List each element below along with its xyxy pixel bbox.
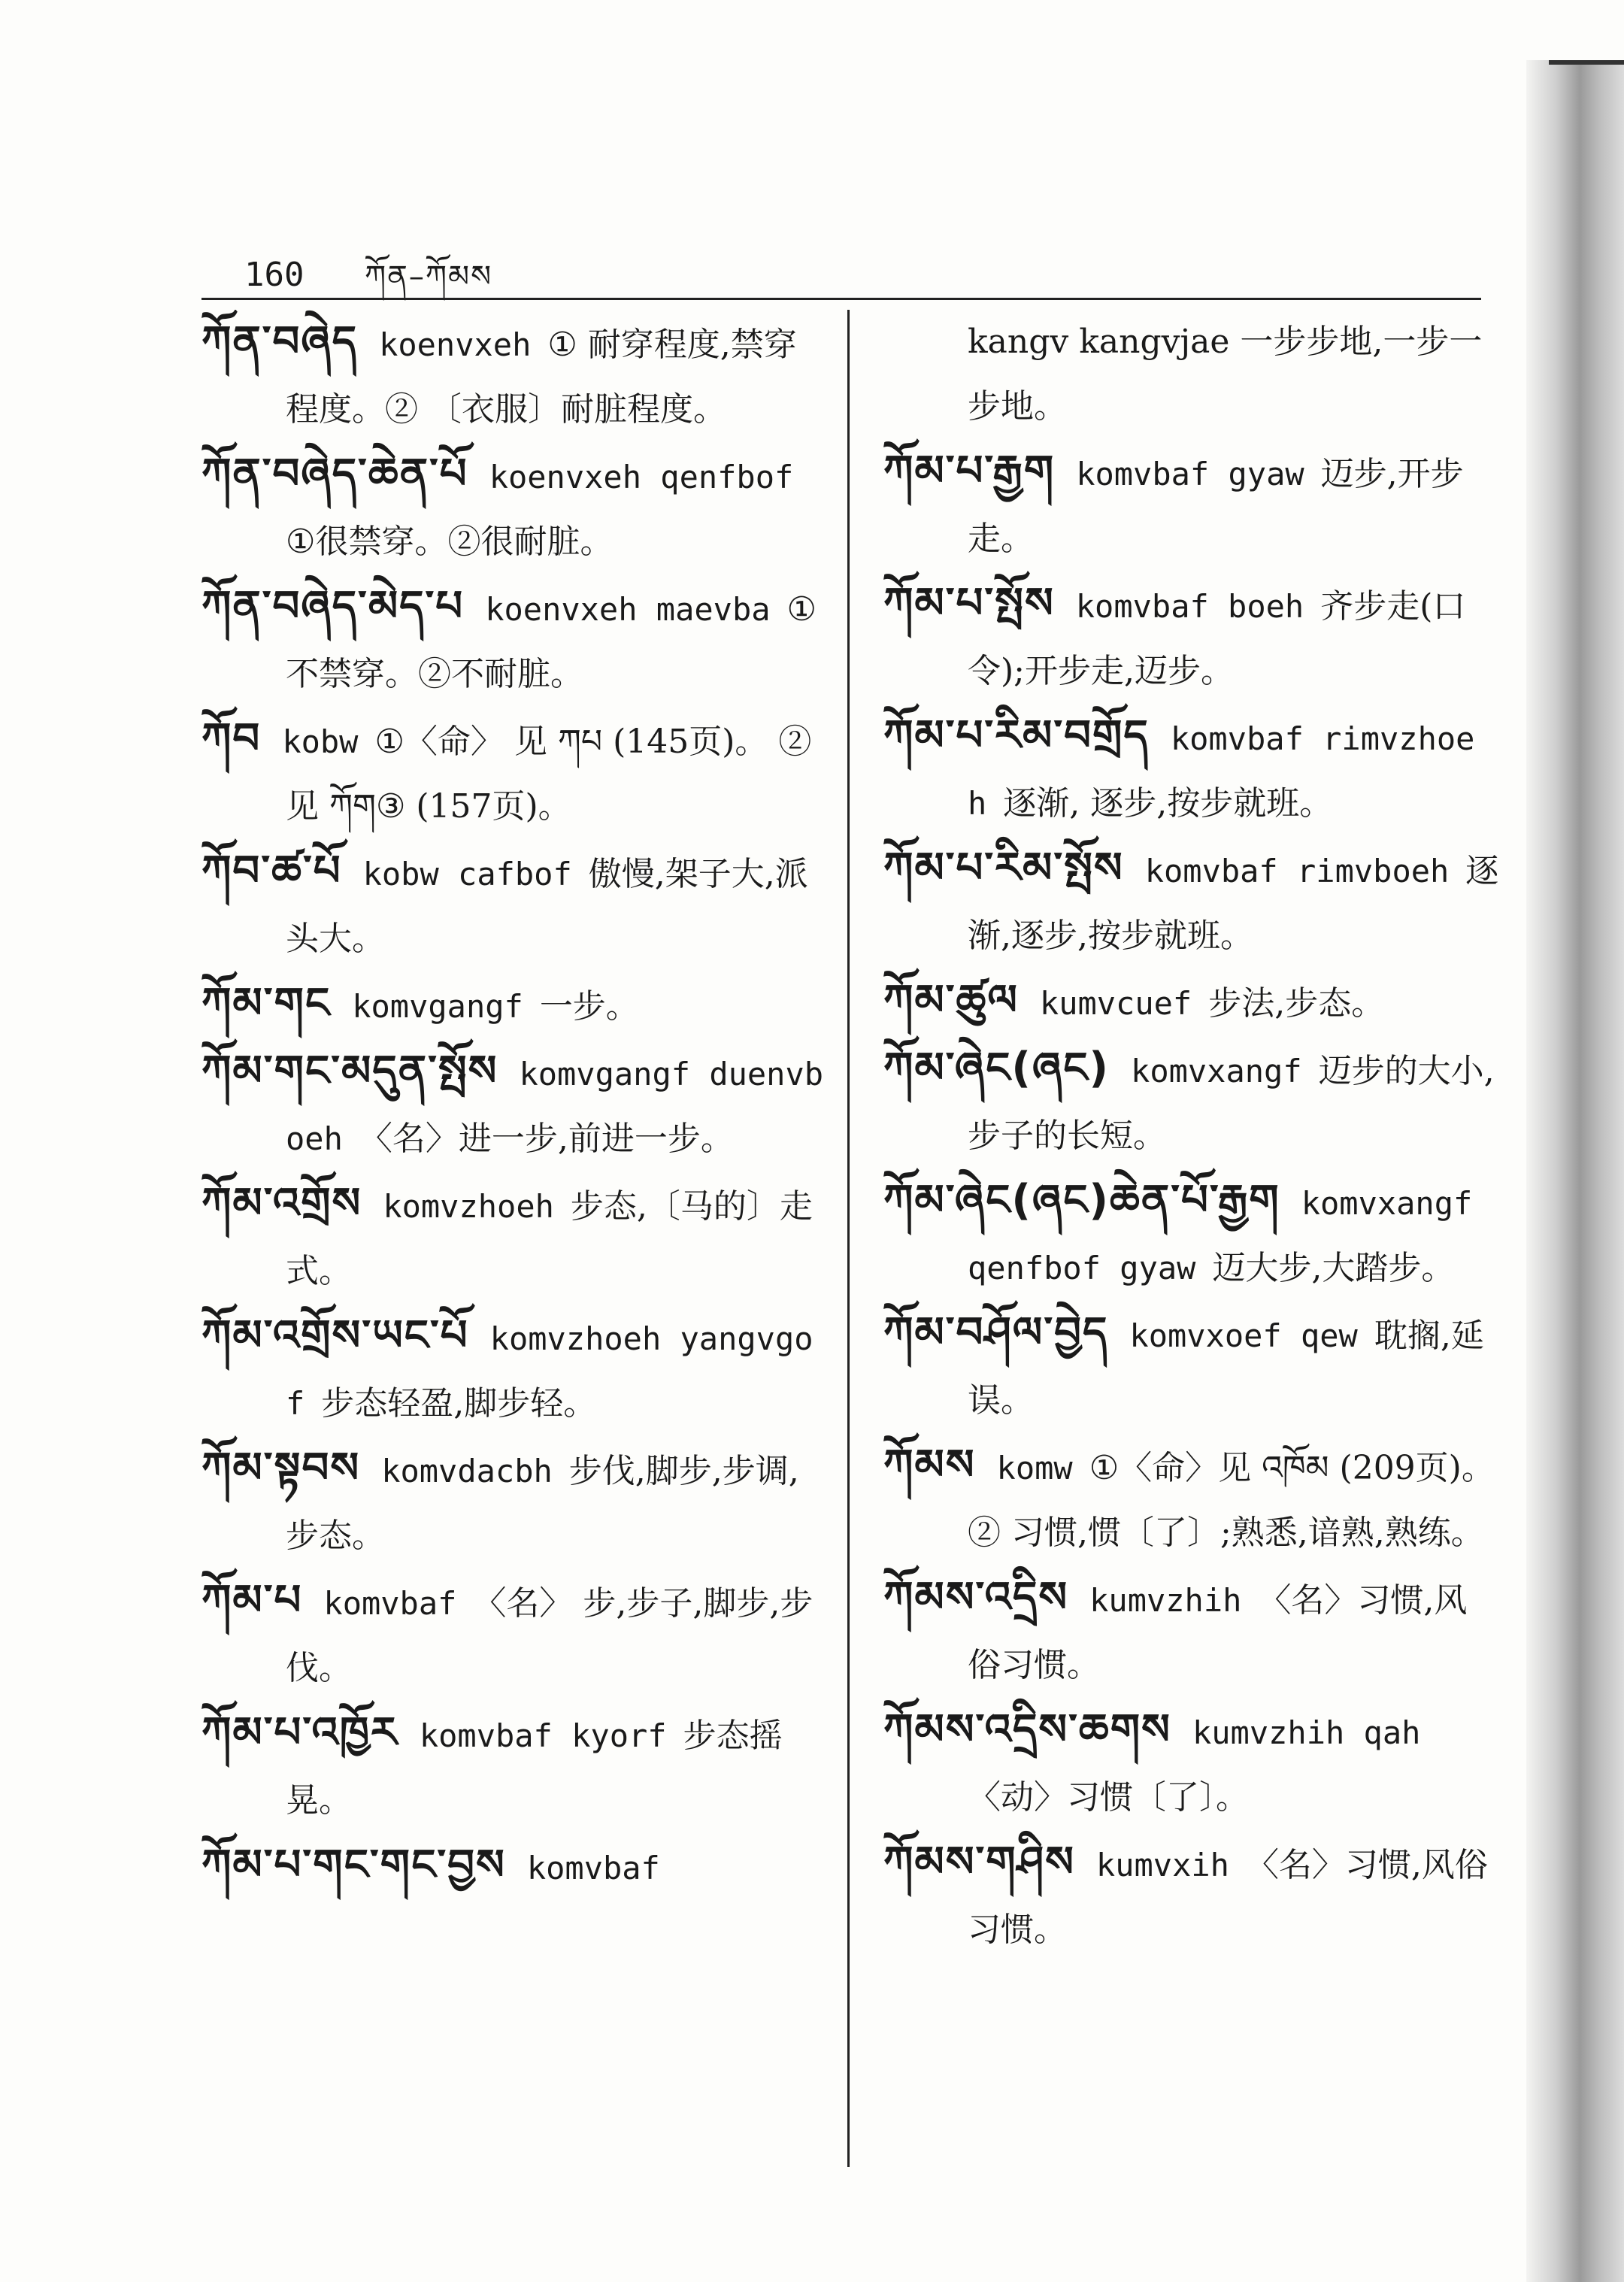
- entry-romanization: komvgangf duenvboeh: [286, 1056, 824, 1157]
- entry-romanization: komvgangf: [352, 988, 523, 1025]
- entry-romanization: kumvcuef: [1039, 985, 1192, 1022]
- entry-romanization: komvzhoeh: [383, 1188, 554, 1225]
- entry-headword: ཀོམ་པ་རིམ་སྤོས: [883, 844, 1124, 892]
- entry-headword: ཀོམ་འགྲོས: [201, 1179, 362, 1228]
- entry-gloss: 步态轻盈,脚步轻。: [321, 1384, 597, 1423]
- entry-romanization: komvbaf: [323, 1585, 457, 1622]
- entry-romanization: kumvzhih qah: [1192, 1714, 1421, 1751]
- entry-gloss: ① 耐穿程度,禁穿程度。② 〔衣服〕耐脏程度。: [286, 326, 797, 429]
- entry-romanization: kobw cafbof: [362, 856, 572, 892]
- entry-romanization: koenvxeh qenfbof: [489, 459, 794, 495]
- entry-gloss: 迈步,开步走。: [968, 455, 1464, 558]
- dictionary-entry: [201, 971, 826, 1039]
- entry-gloss: 逐渐,逐步,按步就班。: [968, 852, 1499, 955]
- right-column: [883, 310, 1500, 2265]
- header-rule: [201, 298, 1481, 300]
- entry-gloss: 步法,步态。: [1208, 984, 1385, 1023]
- entry-headword: ཀོམ་པ་རིམ་བགྲོད: [883, 711, 1150, 760]
- entry-headword: ཀོམས: [883, 1441, 976, 1490]
- entry-romanization: komvxangf qenfbof gyaw: [968, 1185, 1473, 1286]
- entry-gloss: 迈步的大小,步子的长短。: [968, 1052, 1495, 1155]
- dictionary-entry: [201, 1171, 826, 1304]
- dictionary-entry: [883, 968, 1500, 1036]
- entry-headword: ཀོབ་ཚ་པོ: [201, 847, 342, 896]
- entry-romanization: komvbaf: [526, 1850, 660, 1887]
- dictionary-entry: [883, 704, 1500, 836]
- dictionary-entry: [201, 310, 826, 442]
- page-edge-line: [1549, 60, 1624, 65]
- dictionary-entry: [201, 1833, 826, 1901]
- entry-headword: ཀོམ་པ་འཁྱོར: [201, 1708, 398, 1757]
- dictionary-entry: [201, 574, 826, 707]
- entry-headword: ཀོམ་གང་མདུན་སྤོས: [201, 1047, 498, 1096]
- dictionary-entry: [201, 1304, 826, 1436]
- dictionary-entry: [201, 1039, 826, 1171]
- entry-romanization: koenvxeh: [379, 326, 532, 363]
- entry-romanization: komvbaf rimvboeh: [1144, 853, 1450, 889]
- entry-gloss: ①〈命〉见 འཁོམ (209页)。 ② 习惯,惯〔了〕;熟悉,谙熟,熟练。: [968, 1449, 1495, 1552]
- dictionary-entry: [201, 1568, 826, 1701]
- entry-gloss: 齐步走(口令);开步走,迈步。: [968, 587, 1466, 690]
- dictionary-entry: [883, 571, 1500, 704]
- entry-headword: ཀོམ་པ་སྤོས: [883, 579, 1055, 628]
- entry-gloss: 步伐,脚步,步调,步态。: [286, 1452, 799, 1555]
- entry-headword: ཀོམ་ཞེང(ཞང): [883, 1044, 1110, 1093]
- entry-headword: ཀོམས་འདྲིས: [883, 1573, 1069, 1622]
- dictionary-entry: [883, 1168, 1500, 1301]
- dictionary-entry: [883, 1036, 1500, 1168]
- entry-romanization: komvbaf rimvzhoeh: [968, 720, 1475, 822]
- dictionary-entry: [201, 707, 826, 839]
- entry-gloss: 迈大步,大踏步。: [1212, 1249, 1455, 1287]
- page-number: 160: [244, 256, 304, 294]
- entry-continuation: kangv kangvjae 一步步地,一步一步地。: [968, 323, 1483, 426]
- entry-romanization: komw: [996, 1450, 1073, 1486]
- entry-romanization: kumvxih: [1095, 1847, 1229, 1883]
- entry-headword: ཀོབ: [201, 714, 262, 763]
- entry-headword: ཀོམ་འགྲོས་ཡང་པོ: [201, 1311, 469, 1360]
- dictionary-entry: [201, 1701, 826, 1833]
- entry-gloss: 逐渐, 逐步,按步就班。: [1003, 784, 1333, 823]
- dictionary-entry: [883, 1565, 1500, 1698]
- column-divider: [847, 310, 850, 2167]
- dictionary-entry: [883, 1830, 1500, 1962]
- page-edge-shadow: [1526, 60, 1624, 2282]
- entry-gloss: 〈动〉习惯〔了〕。: [968, 1778, 1249, 1817]
- entry-gloss: 耽搁,延误。: [968, 1317, 1484, 1420]
- entry-gloss: 步态,〔马的〕走式。: [286, 1187, 813, 1290]
- entry-headword: ཀོམ་པ་རྒྱག: [883, 447, 1056, 495]
- entry-headword: ཀོམ་སྟབས: [201, 1444, 361, 1493]
- dictionary-entry: [883, 1301, 1500, 1433]
- dictionary-entry: [201, 1436, 826, 1568]
- left-column: [201, 310, 826, 2265]
- entry-headword: ཀོན་བཞེད་མེད་པ: [201, 582, 465, 631]
- dictionary-entry: [201, 839, 826, 971]
- entry-romanization: komvzhoeh yangvgof: [286, 1320, 814, 1422]
- entry-headword: ཀོམ་པ: [201, 1576, 303, 1625]
- entry-headword: ཀོན་བཞེད: [201, 317, 359, 366]
- entry-headword: ཀོམས་འདྲིས་ཆགས: [883, 1705, 1171, 1754]
- entry-gloss: 傲慢,架子大,派头大。: [286, 855, 808, 958]
- entry-gloss: 〈名〉习惯,风俗习惯。: [968, 1846, 1488, 1949]
- entry-romanization: komvbaf kyorf: [419, 1717, 667, 1754]
- entry-gloss: 〈名〉进一步,前进一步。: [359, 1120, 734, 1158]
- dictionary-entry: [883, 1433, 1500, 1565]
- entry-headword: ཀོན་བཞེད་ཆེན་པོ: [201, 450, 468, 499]
- entry-headword: ཀོམ་ཞེང(ཞང)ཆེན་པོ་རྒྱག: [883, 1176, 1280, 1225]
- entry-gloss: 〈名〉 步,步子,脚步,步伐。: [286, 1584, 814, 1687]
- entry-romanization: komvbaf boeh: [1075, 588, 1304, 625]
- entry-gloss: ①很禁穿。②很耐脏。: [286, 523, 614, 561]
- entry-headword: ཀོམ་གང: [201, 979, 332, 1028]
- entry-romanization: kobw: [282, 723, 359, 760]
- dictionary-entry: [201, 442, 826, 574]
- entry-headword: ཀོམ་ཚུལ: [883, 976, 1019, 1025]
- entry-gloss: 〈名〉习惯,风俗习惯。: [968, 1581, 1468, 1684]
- entry-romanization: kumvzhih: [1089, 1582, 1242, 1619]
- entry-headword: ཀོམ་པ་གང་གང་བྱས: [201, 1841, 506, 1890]
- entry-romanization: komvbaf gyaw: [1076, 456, 1304, 492]
- entry-headword: ཀོམ་བཤོལ་བྱེད: [883, 1308, 1109, 1357]
- entry-romanization: komvxangf: [1131, 1053, 1302, 1089]
- dictionary-entry: [883, 1698, 1500, 1830]
- entry-romanization: komvdacbh: [381, 1453, 553, 1490]
- entry-gloss: ①不禁穿。②不耐脏。: [286, 590, 817, 693]
- dictionary-entry: [883, 836, 1500, 968]
- running-head: ཀོན–ཀོམས: [365, 259, 493, 294]
- entry-gloss: 一步。: [539, 987, 639, 1026]
- entry-romanization: komvxoef qew: [1129, 1317, 1358, 1354]
- entry-gloss: 步态摇晃。: [286, 1717, 783, 1820]
- dictionary-entry: [883, 439, 1500, 571]
- entry-romanization: koenvxeh maevba: [485, 591, 771, 628]
- entry-gloss: ①〈命〉 见 ཀཔ (145页)。 ② 见 ཀོག③ (157页)。: [286, 723, 812, 826]
- entry-headword: ཀོམས་གཤིས: [883, 1838, 1075, 1887]
